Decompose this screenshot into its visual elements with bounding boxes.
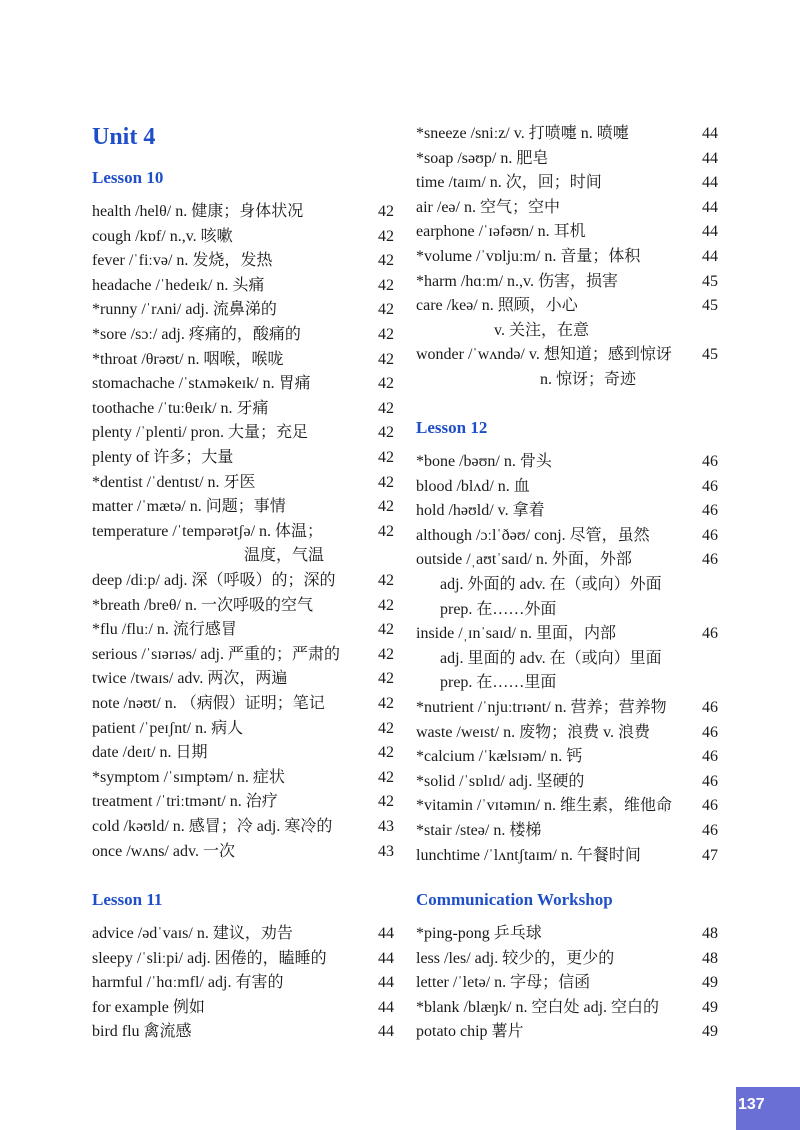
vocab-page: 48 xyxy=(702,925,718,942)
vocab-entry xyxy=(416,947,718,972)
vocab-entry xyxy=(92,947,394,972)
vocab-entry xyxy=(416,922,718,947)
vocab-page: 42 xyxy=(378,695,394,712)
vocab-text: care /keə/ n. 照顾，小心 xyxy=(416,297,578,315)
vocab-page: 44 xyxy=(702,198,718,216)
vocab-entry xyxy=(416,844,718,869)
vocab-entry xyxy=(92,348,394,373)
vocab-entry xyxy=(92,594,394,619)
vocab-entry xyxy=(416,245,718,270)
vocab-entry xyxy=(416,270,718,295)
vocab-text: cough /kɒf/ n.,v. 咳嗽 xyxy=(92,227,233,245)
vocab-page: 44 xyxy=(702,125,718,142)
vocab-text: less /les/ adj. 较少的，更少的 xyxy=(416,949,615,967)
vocab-entry xyxy=(416,220,718,245)
vocab-text: *dentist /ˈdentɪst/ n. 牙医 xyxy=(92,473,256,491)
vocab-text: *vitamin /ˈvɪtəmɪn/ n. 维生素，维他命 xyxy=(416,797,672,815)
vocab-page: 46 xyxy=(702,551,718,569)
vocab-text: temperature /ˈtempərətʃə/ n. 体温； xyxy=(92,522,324,540)
vocab-entry xyxy=(92,996,394,1021)
vocab-page: 46 xyxy=(702,772,718,790)
vocab-page: 44 xyxy=(702,149,718,167)
lesson-heading: Communication Workshop xyxy=(416,890,613,909)
vocab-entry xyxy=(416,819,718,844)
vocab-entry xyxy=(92,569,394,594)
vocab-text: outside /ˌaʊtˈsaɪd/ n. 外面，外部 xyxy=(416,551,632,569)
vocab-page: 44 xyxy=(378,925,394,942)
vocab-entry xyxy=(92,249,394,274)
vocab-entry xyxy=(416,475,718,500)
vocab-text: adj. 外面的 adv. 在（或向）外面 xyxy=(440,576,662,593)
vocab-text: toothache /ˈtuːθeɪk/ n. 牙痛 xyxy=(92,399,269,417)
vocab-text: patient /ˈpeɪʃnt/ n. 病人 xyxy=(92,719,244,737)
vocab-entry xyxy=(92,421,394,446)
vocab-entry xyxy=(416,647,718,672)
vocab-page: 44 xyxy=(378,949,394,967)
vocab-entry xyxy=(416,598,718,623)
vocab-page: 44 xyxy=(378,998,394,1016)
vocab-entry xyxy=(92,692,394,717)
vocab-entry xyxy=(92,200,394,225)
vocab-page: 46 xyxy=(702,748,718,766)
vocab-page: 42 xyxy=(378,498,394,516)
vocab-entry xyxy=(92,790,394,815)
vocab-entry xyxy=(92,717,394,742)
vocab-entry xyxy=(416,171,718,196)
vocab-text: wonder /ˈwʌndə/ v. 想知道；感到惊讶 xyxy=(416,346,672,364)
vocab-text: *sneeze /sniːz/ v. 打喷嚏 n. 喷嚏 xyxy=(416,125,629,142)
vocab-text: twice /twaɪs/ adv. 两次，两遍 xyxy=(92,670,288,688)
vocab-page: 42 xyxy=(378,645,394,663)
vocab-entry xyxy=(416,147,718,172)
vocab-text: letter /ˈletə/ n. 字母；信函 xyxy=(416,974,591,992)
vocab-page: 46 xyxy=(702,453,718,470)
vocab-page: 49 xyxy=(702,974,718,992)
vocab-text: bird flu 禽流感 xyxy=(92,1023,192,1041)
vocab-entry xyxy=(92,397,394,422)
vocab-entry xyxy=(92,520,394,545)
vocab-text: serious /ˈsɪərɪəs/ adj. 严重的；严肃的 xyxy=(92,645,340,663)
vocab-text: adj. 里面的 adv. 在（或向）里面 xyxy=(440,649,662,667)
vocab-page: 44 xyxy=(702,248,718,265)
vocab-page: 42 xyxy=(378,744,394,762)
vocab-text: n. 惊讶；奇迹 xyxy=(540,371,637,388)
vocab-page: 46 xyxy=(702,625,718,643)
vocab-entry xyxy=(92,544,394,569)
vocab-entry xyxy=(416,573,718,598)
vocab-page: 46 xyxy=(702,502,718,520)
vocab-text: *solid /ˈsɒlɪd/ adj. 坚硬的 xyxy=(416,772,585,790)
vocab-entry xyxy=(416,696,718,721)
vocab-page: 42 xyxy=(378,424,394,442)
vocab-entry xyxy=(92,766,394,791)
vocab-text: *volume /ˈvɒljuːm/ n. 音量；体积 xyxy=(416,248,641,265)
vocab-text: plenty /ˈplenti/ pron. 大量；充足 xyxy=(92,424,308,442)
vocab-page: 42 xyxy=(378,326,394,343)
vocab-page: 42 xyxy=(378,276,394,294)
vocab-text: *calcium /ˈkælsɪəm/ n. 钙 xyxy=(416,748,583,766)
vocab-page: 46 xyxy=(702,797,718,815)
vocab-page: 42 xyxy=(378,350,394,368)
vocab-page: 42 xyxy=(378,596,394,614)
vocab-text: *runny /ˈrʌni/ adj. 流鼻涕的 xyxy=(92,301,277,319)
vocab-entry xyxy=(416,770,718,795)
vocab-entry xyxy=(92,922,394,947)
vocab-text: lunchtime /ˈlʌntʃtaɪm/ n. 午餐时间 xyxy=(416,846,641,864)
vocab-entry xyxy=(416,996,718,1021)
vocab-text: prep. 在……外面 xyxy=(440,600,557,618)
vocab-entry xyxy=(92,323,394,348)
lesson-heading: Lesson 11 xyxy=(92,890,163,909)
vocab-page: 42 xyxy=(378,301,394,319)
vocab-entry xyxy=(416,343,718,368)
vocab-page: 44 xyxy=(702,223,718,241)
vocab-text: *blank /blæŋk/ n. 空白处 adj. 空白的 xyxy=(416,998,660,1016)
vocab-entry xyxy=(92,971,394,996)
vocab-text: potato chip 薯片 xyxy=(416,1023,524,1041)
vocab-entry xyxy=(416,450,718,475)
vocab-entry xyxy=(92,643,394,668)
vocab-text: fever /ˈfiːvə/ n. 发烧，发热 xyxy=(92,252,273,270)
vocab-text: sleepy /ˈsliːpi/ adj. 困倦的，瞌睡的 xyxy=(92,949,327,967)
vocab-entry xyxy=(416,368,718,393)
page-number: 137 xyxy=(736,1087,800,1130)
vocab-text: 温度，气温 xyxy=(244,547,325,565)
vocab-text: although /ɔːlˈðəʊ/ conj. 尽管，虽然 xyxy=(416,526,650,544)
vocab-page: 42 xyxy=(378,768,394,786)
vocab-entry xyxy=(416,122,718,147)
vocab-text: blood /blʌd/ n. 血 xyxy=(416,477,530,495)
vocab-page: 45 xyxy=(702,346,718,364)
vocab-entry xyxy=(92,471,394,496)
vocab-entry xyxy=(416,794,718,819)
vocab-page: 42 xyxy=(378,399,394,417)
vocab-page: 42 xyxy=(378,793,394,811)
vocab-page: 42 xyxy=(378,227,394,245)
vocab-entry xyxy=(416,971,718,996)
vocab-text: *breath /breθ/ n. 一次呼吸的空气 xyxy=(92,596,313,614)
unit-title: Unit 4 xyxy=(92,124,156,150)
vocab-page: 43 xyxy=(378,842,394,860)
vocab-page: 43 xyxy=(378,818,394,835)
vocab-entry xyxy=(92,372,394,397)
vocab-text: *stair /steə/ n. 楼梯 xyxy=(416,822,542,839)
vocab-page: 44 xyxy=(378,1023,394,1041)
vocab-text: cold /kəʊld/ n. 感冒；冷 adj. 寒冷的 xyxy=(92,818,333,835)
vocab-page: 49 xyxy=(702,998,718,1016)
vocab-page: 42 xyxy=(378,572,394,589)
vocab-text: time /taɪm/ n. 次，回；时间 xyxy=(416,174,602,192)
vocab-page: 42 xyxy=(378,252,394,270)
vocab-entry xyxy=(92,298,394,323)
vocab-page: 42 xyxy=(378,375,394,393)
vocab-page: 45 xyxy=(702,297,718,315)
vocab-text: *soap /səʊp/ n. 肥皂 xyxy=(416,149,549,167)
vocab-text: earphone /ˈɪəfəʊn/ n. 耳机 xyxy=(416,223,586,241)
vocab-entry xyxy=(92,225,394,250)
vocab-page: 48 xyxy=(702,949,718,967)
vocab-text: *bone /bəʊn/ n. 骨头 xyxy=(416,453,552,470)
vocab-text: date /deɪt/ n. 日期 xyxy=(92,744,208,762)
vocab-page: 46 xyxy=(702,723,718,741)
vocab-page: 44 xyxy=(702,174,718,192)
vocab-text: waste /weɪst/ n. 废物；浪费 v. 浪费 xyxy=(416,723,651,741)
vocab-text: health /helθ/ n. 健康；身体状况 xyxy=(92,203,304,220)
vocab-entry xyxy=(92,495,394,520)
vocab-entry xyxy=(92,815,394,840)
vocab-entry xyxy=(416,319,718,344)
vocab-text: *flu /fluː/ n. 流行感冒 xyxy=(92,621,237,639)
vocab-page: 46 xyxy=(702,477,718,495)
vocab-entry xyxy=(416,671,718,696)
vocab-entry xyxy=(92,741,394,766)
vocab-page: 42 xyxy=(378,449,394,466)
vocab-text: *sore /sɔː/ adj. 疼痛的，酸痛的 xyxy=(92,326,301,343)
vocab-page: 44 xyxy=(378,974,394,992)
vocab-entry xyxy=(416,196,718,221)
vocab-entry xyxy=(92,667,394,692)
vocab-entry xyxy=(92,840,394,865)
vocab-entry xyxy=(416,1020,718,1045)
vocab-text: treatment /ˈtriːtmənt/ n. 治疗 xyxy=(92,793,278,811)
vocab-entry xyxy=(416,721,718,746)
vocab-page: 47 xyxy=(702,846,718,864)
vocab-text: deep /diːp/ adj. 深（呼吸）的；深的 xyxy=(92,572,336,589)
vocab-text: harmful /ˈhɑːmfl/ adj. 有害的 xyxy=(92,974,284,992)
vocab-text: for example 例如 xyxy=(92,998,205,1016)
lesson-heading: Lesson 12 xyxy=(416,418,488,437)
vocab-text: *symptom /ˈsɪmptəm/ n. 症状 xyxy=(92,768,285,786)
vocab-page: 42 xyxy=(378,719,394,737)
vocab-entry xyxy=(92,618,394,643)
vocab-page: 46 xyxy=(702,822,718,839)
vocab-page: 42 xyxy=(378,522,394,540)
vocab-text: air /eə/ n. 空气；空中 xyxy=(416,198,560,216)
vocab-text: plenty of 许多；大量 xyxy=(92,449,234,466)
vocab-text: *ping-pong 乒乓球 xyxy=(416,925,542,942)
vocab-text: *nutrient /ˈnjuːtrɪənt/ n. 营养；营养物 xyxy=(416,699,667,716)
vocab-text: stomachache /ˈstʌməkeɪk/ n. 胃痛 xyxy=(92,375,311,393)
vocab-text: *harm /hɑːm/ n.,v. 伤害，损害 xyxy=(416,272,618,290)
vocab-entry xyxy=(92,274,394,299)
vocab-text: note /nəʊt/ n. （病假）证明；笔记 xyxy=(92,695,325,712)
vocab-entry xyxy=(92,446,394,471)
vocab-text: v. 关注，在意 xyxy=(494,321,589,339)
vocab-page: 45 xyxy=(702,272,718,290)
lesson-heading: Lesson 10 xyxy=(92,168,164,187)
vocab-page: 42 xyxy=(378,670,394,688)
vocab-text: advice /ədˈvaɪs/ n. 建议，劝告 xyxy=(92,925,293,942)
vocab-page: 42 xyxy=(378,203,394,220)
vocab-page: 46 xyxy=(702,526,718,544)
vocab-entry xyxy=(416,622,718,647)
vocab-entry xyxy=(416,524,718,549)
vocab-entry xyxy=(416,294,718,319)
vocab-text: inside /ˌɪnˈsaɪd/ n. 里面，内部 xyxy=(416,625,616,643)
vocab-text: hold /həʊld/ v. 拿着 xyxy=(416,502,545,520)
vocab-entry xyxy=(416,499,718,524)
vocab-text: headache /ˈhedeɪk/ n. 头痛 xyxy=(92,276,265,294)
vocab-entry xyxy=(416,745,718,770)
vocab-page: 42 xyxy=(378,473,394,491)
vocab-page: 49 xyxy=(702,1023,718,1041)
vocab-entry xyxy=(416,548,718,573)
vocab-text: prep. 在……里面 xyxy=(440,674,557,692)
vocab-text: *throat /θrəʊt/ n. 咽喉，喉咙 xyxy=(92,350,284,368)
vocab-text: once /wʌns/ adv. 一次 xyxy=(92,842,235,860)
vocab-page: 46 xyxy=(702,699,718,716)
vocab-entry xyxy=(92,1020,394,1045)
vocab-page: 42 xyxy=(378,621,394,639)
vocab-text: matter /ˈmætə/ n. 问题；事情 xyxy=(92,498,286,516)
